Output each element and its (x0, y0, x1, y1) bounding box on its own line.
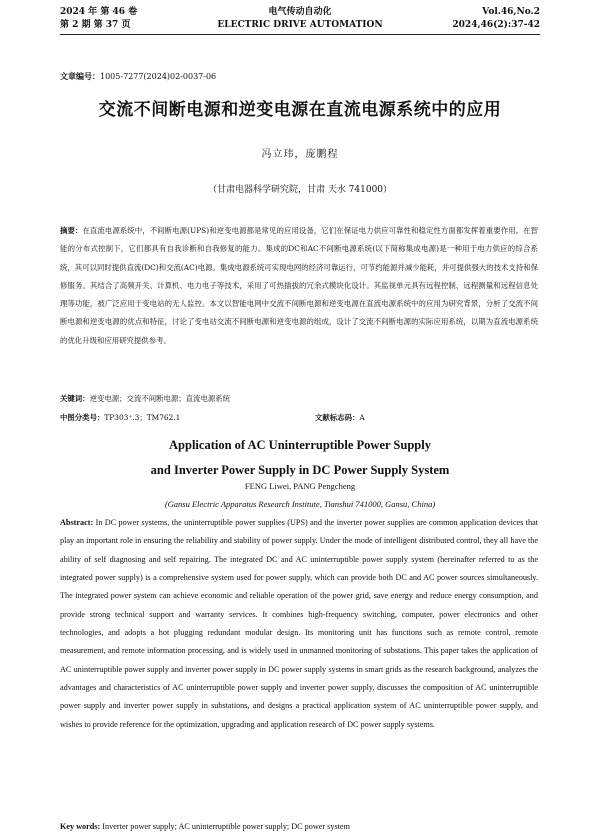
vol-no: Vol.46,No.2 (482, 7, 540, 17)
article-number-label: 文章编号： (60, 71, 100, 81)
journal-name-en: ELECTRIC DRIVE AUTOMATION (217, 20, 383, 30)
chinese-authors: 冯立玮，庞鹏程 (261, 149, 339, 160)
english-affiliation: (Gansu Electric Apparatus Research Institute, Tianshui 741000, Gansu, China) (164, 499, 436, 509)
document-code (315, 412, 365, 423)
chinese-keywords (60, 393, 538, 404)
chinese-abstract (60, 222, 538, 350)
header-divider (60, 34, 540, 35)
english-abstract (60, 514, 538, 734)
english-keywords-text: Inverter power supply; AC uninterruptible power supply; DC power system (102, 822, 350, 831)
classification-row (60, 412, 538, 423)
article-number-value: 1005-7277(2024)02-0037-06 (100, 72, 217, 81)
chinese-keywords-label: 关键词： (60, 394, 90, 403)
english-authors: FENG Liwei, PANG Pengcheng (244, 481, 356, 491)
english-keywords (60, 822, 538, 831)
volume-line: 2024 年 第 46 卷 (60, 7, 138, 17)
chinese-abstract-label: 摘要： (60, 226, 83, 235)
chinese-title: 交流不间断电源和逆变电源在直流电源系统中的应用 (98, 100, 502, 120)
clc-value: TP303⁺.3；TM762.1 (104, 413, 181, 422)
journal-citation-info (452, 6, 540, 32)
english-title-line2: and Inverter Power Supply in DC Power Supply System (150, 463, 450, 477)
document-code-value: A (359, 413, 365, 422)
english-title-line1: Application of AC Uninterruptible Power Supply (169, 438, 431, 452)
chinese-abstract-text: 在直流电源系统中，不间断电源(UPS)和逆变电源都是常见的应用设备，它们在保证电力供应可靠性和稳定性方面都发挥着重要作用。在智能的分布式控制下，它们都具有自我诊断和自我修复的能力。集成的DC和AC不间断电源系统(以下简称集成电源)是一种用于电力供应的综合系统，其可以同时提供直流(DC)和交流(AC)电源。集成电源系统可实现电网的经济可靠运行，可节约能源并减少能耗，并可提供强大的技术支持和保修服务。其结合了高频开关、计算机、电力电子等技术，采用了可热插拔的冗余式模块化设计。其监视单元具有远程控制、远程测量和远程信息处理等功能，被广泛应用于变电站的无人监控。本文以智能电网中交流不间断电源和逆变电源在直流电源系统中的应用为研究背景，分析了交流不间断电源和逆变电源的优点和特征，讨论了变电站交流不间断电源和逆变电源的组成，设计了交流不间断电源的实际应用系统，以期为直流电源系统的优化升级和应用研究提供参考。 (60, 226, 538, 345)
english-keywords-label: Key words: (60, 822, 101, 831)
journal-name-cn: 电气传动自动化 (268, 7, 332, 17)
chinese-keywords-text: 逆变电源；交流不间断电源；直流电源系统 (89, 394, 231, 403)
issue-page-line: 第 2 期 第 37 页 (60, 20, 131, 30)
clc-label: 中图分类号： (60, 413, 105, 422)
article-number (60, 71, 216, 82)
english-abstract-label: Abstract: (60, 518, 94, 527)
document-code-label: 文献标志码： (315, 413, 360, 422)
year-pages: 2024,46(2):37-42 (452, 20, 540, 30)
english-abstract-text: In DC power systems, the uninterruptible power supplies (UPS) and the inverter power supplies are common application devices that play an important role in ensuring the reliability and stability of power supply. Under the mode of intelligent distributed control, they all have the ability of self diagnosing and self repairing. The integrated DC and AC uninterruptible power supply system (hereinafter referred to as the integrated power supply) is a comprehensive system used for power supply, which can provide both DC and AC power sources simultaneously. The integrated power system can achieve economic and reliable operation of the power grid, save energy and reduce energy consumption, and provide strong technical support and warranty services. It combines high-frequency switching, computer, power electronics and other technologies, and adopts a hot plugging redundant modular design. Its monitoring unit has functions such as remote control, remote measurement, and remote information processing, and is widely used in unmanned monitoring of substations. This paper takes the application of AC uninterruptible power supply and inverter power supply in DC power supply systems in smart grids as the research background, analyzes the advantages and characteristics of AC uninterruptible power supply and inverter power supply, discusses the composition of AC uninterruptible power supply and inverter power supply in substations, and designs a practical application system of AC uninterruptible power supply, and wishes to provide reference for the optimization, upgrading and application research of DC power supply systems. (60, 518, 538, 729)
chinese-affiliation: （甘肃电器科学研究院，甘肃 天水 741000） (207, 185, 393, 195)
english-title (0, 433, 600, 483)
